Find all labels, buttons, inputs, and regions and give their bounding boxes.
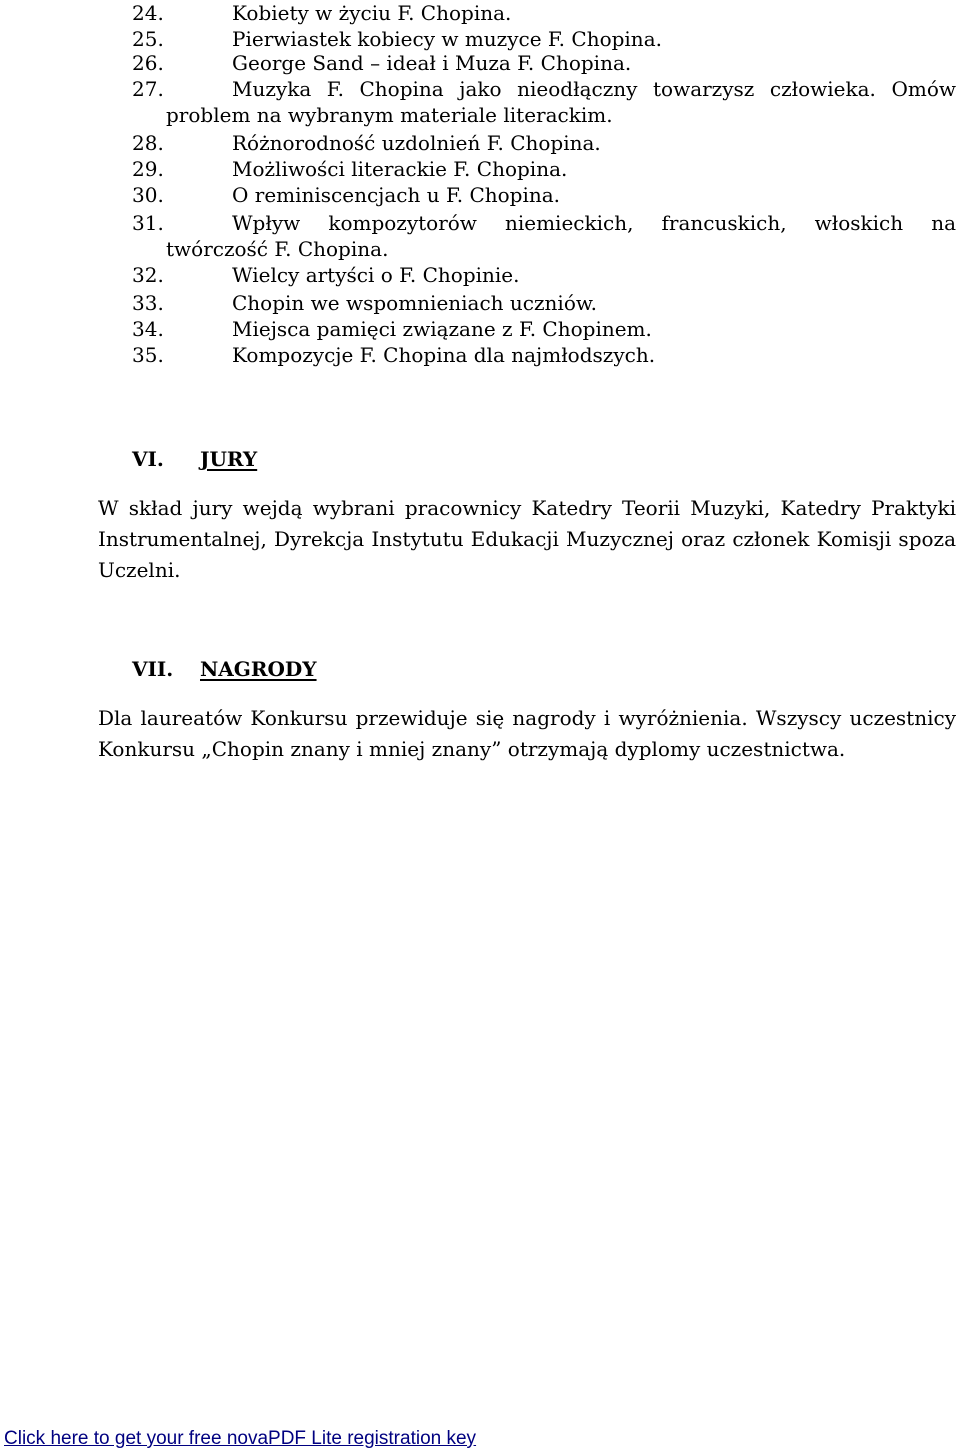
topic-number: 31. xyxy=(132,211,164,235)
section-title: JURY xyxy=(200,447,258,471)
topic-text-continuation: twórczość F. Chopina. xyxy=(166,237,389,261)
topic-number: 26. xyxy=(132,51,164,75)
topic-text: Różnorodność uzdolnień F. Chopina. xyxy=(232,131,601,155)
topic-number: 25. xyxy=(132,27,164,51)
topic-text: Miejsca pamięci związane z F. Chopinem. xyxy=(232,317,652,341)
jury-paragraph: W skład jury wejdą wybrani pracownicy Katedry Teorii Muzyki, Katedry Praktyki Instrumentalnej, Dyrekcja Instytutu Edukacji Muzycznej oraz członek Komisji spoza Uczelni. xyxy=(98,496,956,582)
topic-text: George Sand – ideał i Muza F. Chopina. xyxy=(232,51,632,75)
topic-text: Chopin we wspomnieniach uczniów. xyxy=(232,291,597,315)
section-heading-awards xyxy=(132,656,317,682)
topic-number: 33. xyxy=(132,291,164,315)
section-numeral: VI. xyxy=(132,447,164,471)
topic-text: Możliwości literackie F. Chopina. xyxy=(232,157,568,181)
section-title: NAGRODY xyxy=(200,657,317,681)
topic-text-continuation: problem na wybranym materiale literackim. xyxy=(166,103,613,127)
topic-text: Wpływ kompozytorów niemieckich, francuskich, włoskich na xyxy=(232,211,956,235)
topic-number: 24. xyxy=(132,1,164,25)
topic-text: Pierwiastek kobiecy w muzyce F. Chopina. xyxy=(232,27,662,51)
topic-text: Muzyka F. Chopina jako nieodłączny towarzysz człowieka. Omów xyxy=(232,77,956,101)
topic-text: Kompozycje F. Chopina dla najmłodszych. xyxy=(232,343,656,367)
topic-text: O reminiscencjach u F. Chopina. xyxy=(232,183,561,207)
topic-number: 29. xyxy=(132,157,164,181)
topic-number: 35. xyxy=(132,343,164,367)
topic-number: 32. xyxy=(132,263,164,287)
topic-number: 30. xyxy=(132,183,164,207)
registration-key-link[interactable]: Click here to get your free novaPDF Lite registration key xyxy=(4,1428,477,1449)
topic-number: 34. xyxy=(132,317,164,341)
topic-number: 27. xyxy=(132,77,164,101)
topic-text: Wielcy artyści o F. Chopinie. xyxy=(232,263,520,287)
topic-number: 28. xyxy=(132,131,164,155)
section-heading-jury xyxy=(132,446,257,472)
awards-paragraph: Dla laureatów Konkursu przewiduje się nagrody i wyróżnienia. Wszyscy uczestnicy Konkursu „Chopin znany i mniej znany” otrzymają dyplomy uczestnictwa. xyxy=(98,706,956,761)
topic-text: Kobiety w życiu F. Chopina. xyxy=(232,1,512,25)
section-numeral: VII. xyxy=(132,657,174,681)
